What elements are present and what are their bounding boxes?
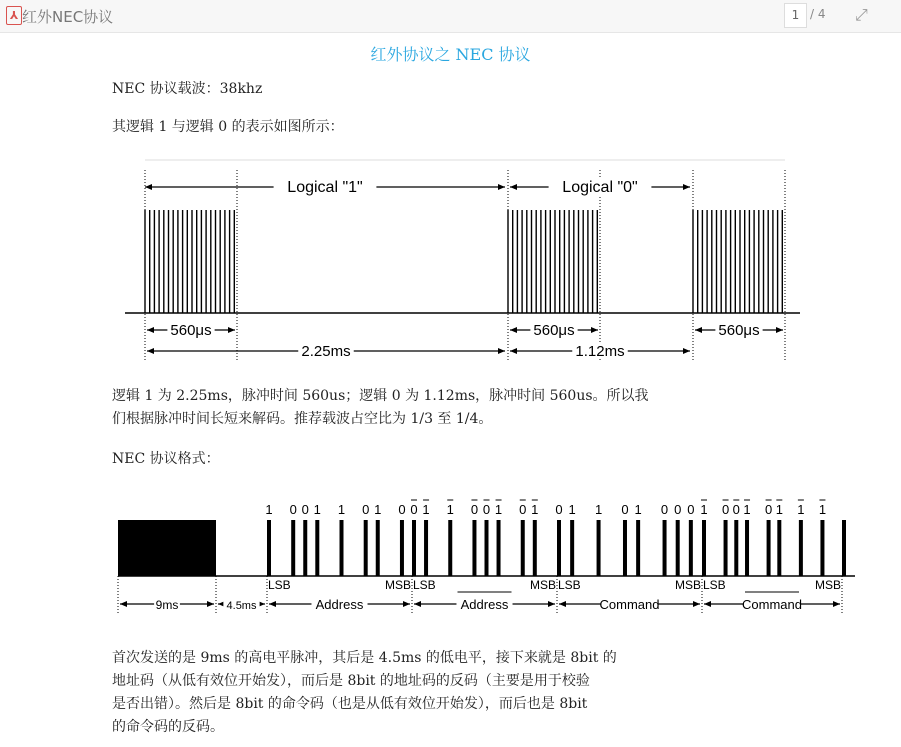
leading-pulse [118,520,216,576]
bit-pulse [472,520,476,576]
bit-value: 1 [568,502,576,517]
pulse-width-label: 560μs [533,322,575,339]
bit-pulse [570,520,574,576]
logical-0-span-arrow-right [683,184,690,190]
bit-pulse [799,520,803,576]
bit-value: 0 [660,502,669,517]
bit-pulse [267,520,271,576]
bit-value: 1 [818,502,827,517]
paragraph: 们根据脉冲时间长短来解码。推荐载波占空比为 1/3 至 1/4。 [112,411,493,427]
bit-value: 0 [398,502,406,517]
pulse-width-label: 560μs [718,322,760,339]
bit-value: 0 [301,502,309,517]
bit-value: 0 [721,502,730,517]
bit-value: 1 [374,502,382,517]
pulse-width-arrow-left [147,327,154,333]
bit-pulse [689,520,693,576]
logical-1-span-arrow-left [145,184,152,190]
bit-value: 0 [555,502,563,517]
paragraph: 其逻辑 1 与逻辑 0 的表示如图所示： [112,119,344,135]
msb-label: MSB [384,578,411,592]
bit-pulse [448,520,452,576]
bit-value: 0 [519,502,527,517]
bit-pulse [734,520,738,576]
msb-label: MSB [814,578,841,592]
space-duration-label: 4.5ms [226,600,257,612]
msb-label: MSB [674,578,701,592]
bit-pulse [497,520,501,576]
lsb-label: LSB [558,578,581,592]
bit-pulse [676,520,680,576]
bit-pulse [485,520,489,576]
bit-pulse [291,520,295,576]
bit-pulse [315,520,319,576]
logical-0-period-arrow-right [683,348,690,354]
page-heading: 红外协议之 NEC 协议 [370,45,531,64]
bit-pulse [820,520,824,576]
bit-value: 1 [446,502,454,517]
bit-value: 0 [732,502,740,517]
bit-value: 1 [531,502,539,517]
bit-value: 1 [337,502,346,517]
lead-duration-label: 9ms [155,598,179,612]
section-command-arrow-left [559,601,566,607]
page-total: / 4 [810,7,826,21]
logical-0-span-label: Logical "0" [562,179,638,196]
bit-value: 0 [674,502,682,517]
logical-1-period-arrow-left [147,348,154,354]
bit-pulse [777,520,781,576]
bit-pulse [400,520,404,576]
bit-value: 0 [687,502,695,517]
bit-pulse [724,520,728,576]
logical-1-span-arrow-right [498,184,505,190]
bit-pulse [702,520,706,576]
bit-pulse [340,520,344,576]
paragraph: 首次发送的是 9ms 的高电平脉冲，其后是 4.5ms 的低电平，接下来就是 8bit 的 [112,650,617,666]
bit-value: 0 [410,502,418,517]
logical-0-period-label: 1.12ms [575,343,625,360]
bit-pulse [303,520,307,576]
lead-duration-arrow-left [120,601,127,607]
logical-0-span-arrow-left [510,184,517,190]
bit-pulse [412,520,416,576]
bit-pulse [767,520,771,576]
bit-value: 0 [362,502,370,517]
nec-frame-figure [0,490,901,620]
section-command-label: Command [742,597,802,612]
paragraph: 地址码（从低有效位开始发），而后是 8bit 的地址码的反码（主要是用于校验 [112,673,590,689]
pulse-width-arrow-left [695,327,702,333]
bit-pulse [663,520,667,576]
logical-0-period-arrow-left [510,348,517,354]
section-command-arrow-left [704,601,711,607]
lsb-label: LSB [268,578,291,592]
section-command-arrow-right [833,601,840,607]
bit-pulse [636,520,640,576]
bit-pulse [623,520,627,576]
bit-value: 1 [797,502,805,517]
page-number-input[interactable]: 1 [784,3,807,28]
bit-value: 0 [764,502,773,517]
logical-1-period-arrow-right [498,348,505,354]
bit-pulse [521,520,525,576]
msb-label: MSB [529,578,556,592]
bit-value: 1 [313,502,321,517]
bit-value: 1 [775,502,783,517]
bit-pulse [533,520,537,576]
document-title: 红外NEC协议 [22,8,114,26]
bit-pulse [364,520,368,576]
lsb-label: LSB [413,578,436,592]
bit-pulse [745,520,749,576]
logical-1-period-label: 2.25ms [301,343,351,360]
pdf-icon: ⅄ [6,6,22,25]
viewer-toolbar [0,0,901,33]
section-address-arrow-right [403,601,410,607]
bit-value: 1 [422,502,430,517]
section-address-arrow-left [414,601,421,607]
bit-pulse [376,520,380,576]
bit-value: 1 [494,502,503,517]
bit-value: 1 [700,502,708,517]
bit-value: 1 [634,502,642,517]
section-address-arrow-left [269,601,276,607]
section-command-label: Command [599,597,660,612]
pulse-width-arrow-right [776,327,783,333]
bit-value: 0 [470,502,479,517]
bit-pulse [424,520,428,576]
section-address-arrow-right [548,601,555,607]
lsb-label: LSB [703,578,726,592]
pulse-width-arrow-left [510,327,517,333]
paragraph: 是否出错）。然后是 8bit 的命令码（也是从低有效位开始发），而后也是 8bit [112,696,588,712]
bit-pulse [557,520,561,576]
paragraph: NEC 协议载波：38khz [112,81,263,97]
expand-icon[interactable]: ⤢ [855,5,868,24]
section-address-label: Address [315,597,364,612]
logic-timing-figure [0,150,901,365]
paragraph: 的命令码的反码。 [112,719,224,735]
pulse-width-arrow-right [228,327,235,333]
bit-value: 0 [482,502,491,517]
logical-1-span-label: Logical "1" [287,179,363,196]
bit-value: 1 [743,502,751,517]
bit-value: 1 [594,502,603,517]
pulse-width-arrow-right [591,327,598,333]
lead-duration-arrow-right [207,601,214,607]
section-address-label: Address [460,597,509,612]
stop-pulse [842,520,846,576]
pulse-width-label: 560μs [170,322,212,339]
section-command-arrow-right [693,601,700,607]
bit-value: 1 [265,502,273,517]
bit-value: 0 [621,502,629,517]
bit-value: 0 [289,502,297,517]
paragraph: NEC 协议格式： [112,451,220,467]
paragraph: 逻辑 1 为 2.25ms，脉冲时间 560us；逻辑 0 为 1.12ms，脉冲时间 560us。所以我 [112,388,649,404]
bit-pulse [597,520,601,576]
